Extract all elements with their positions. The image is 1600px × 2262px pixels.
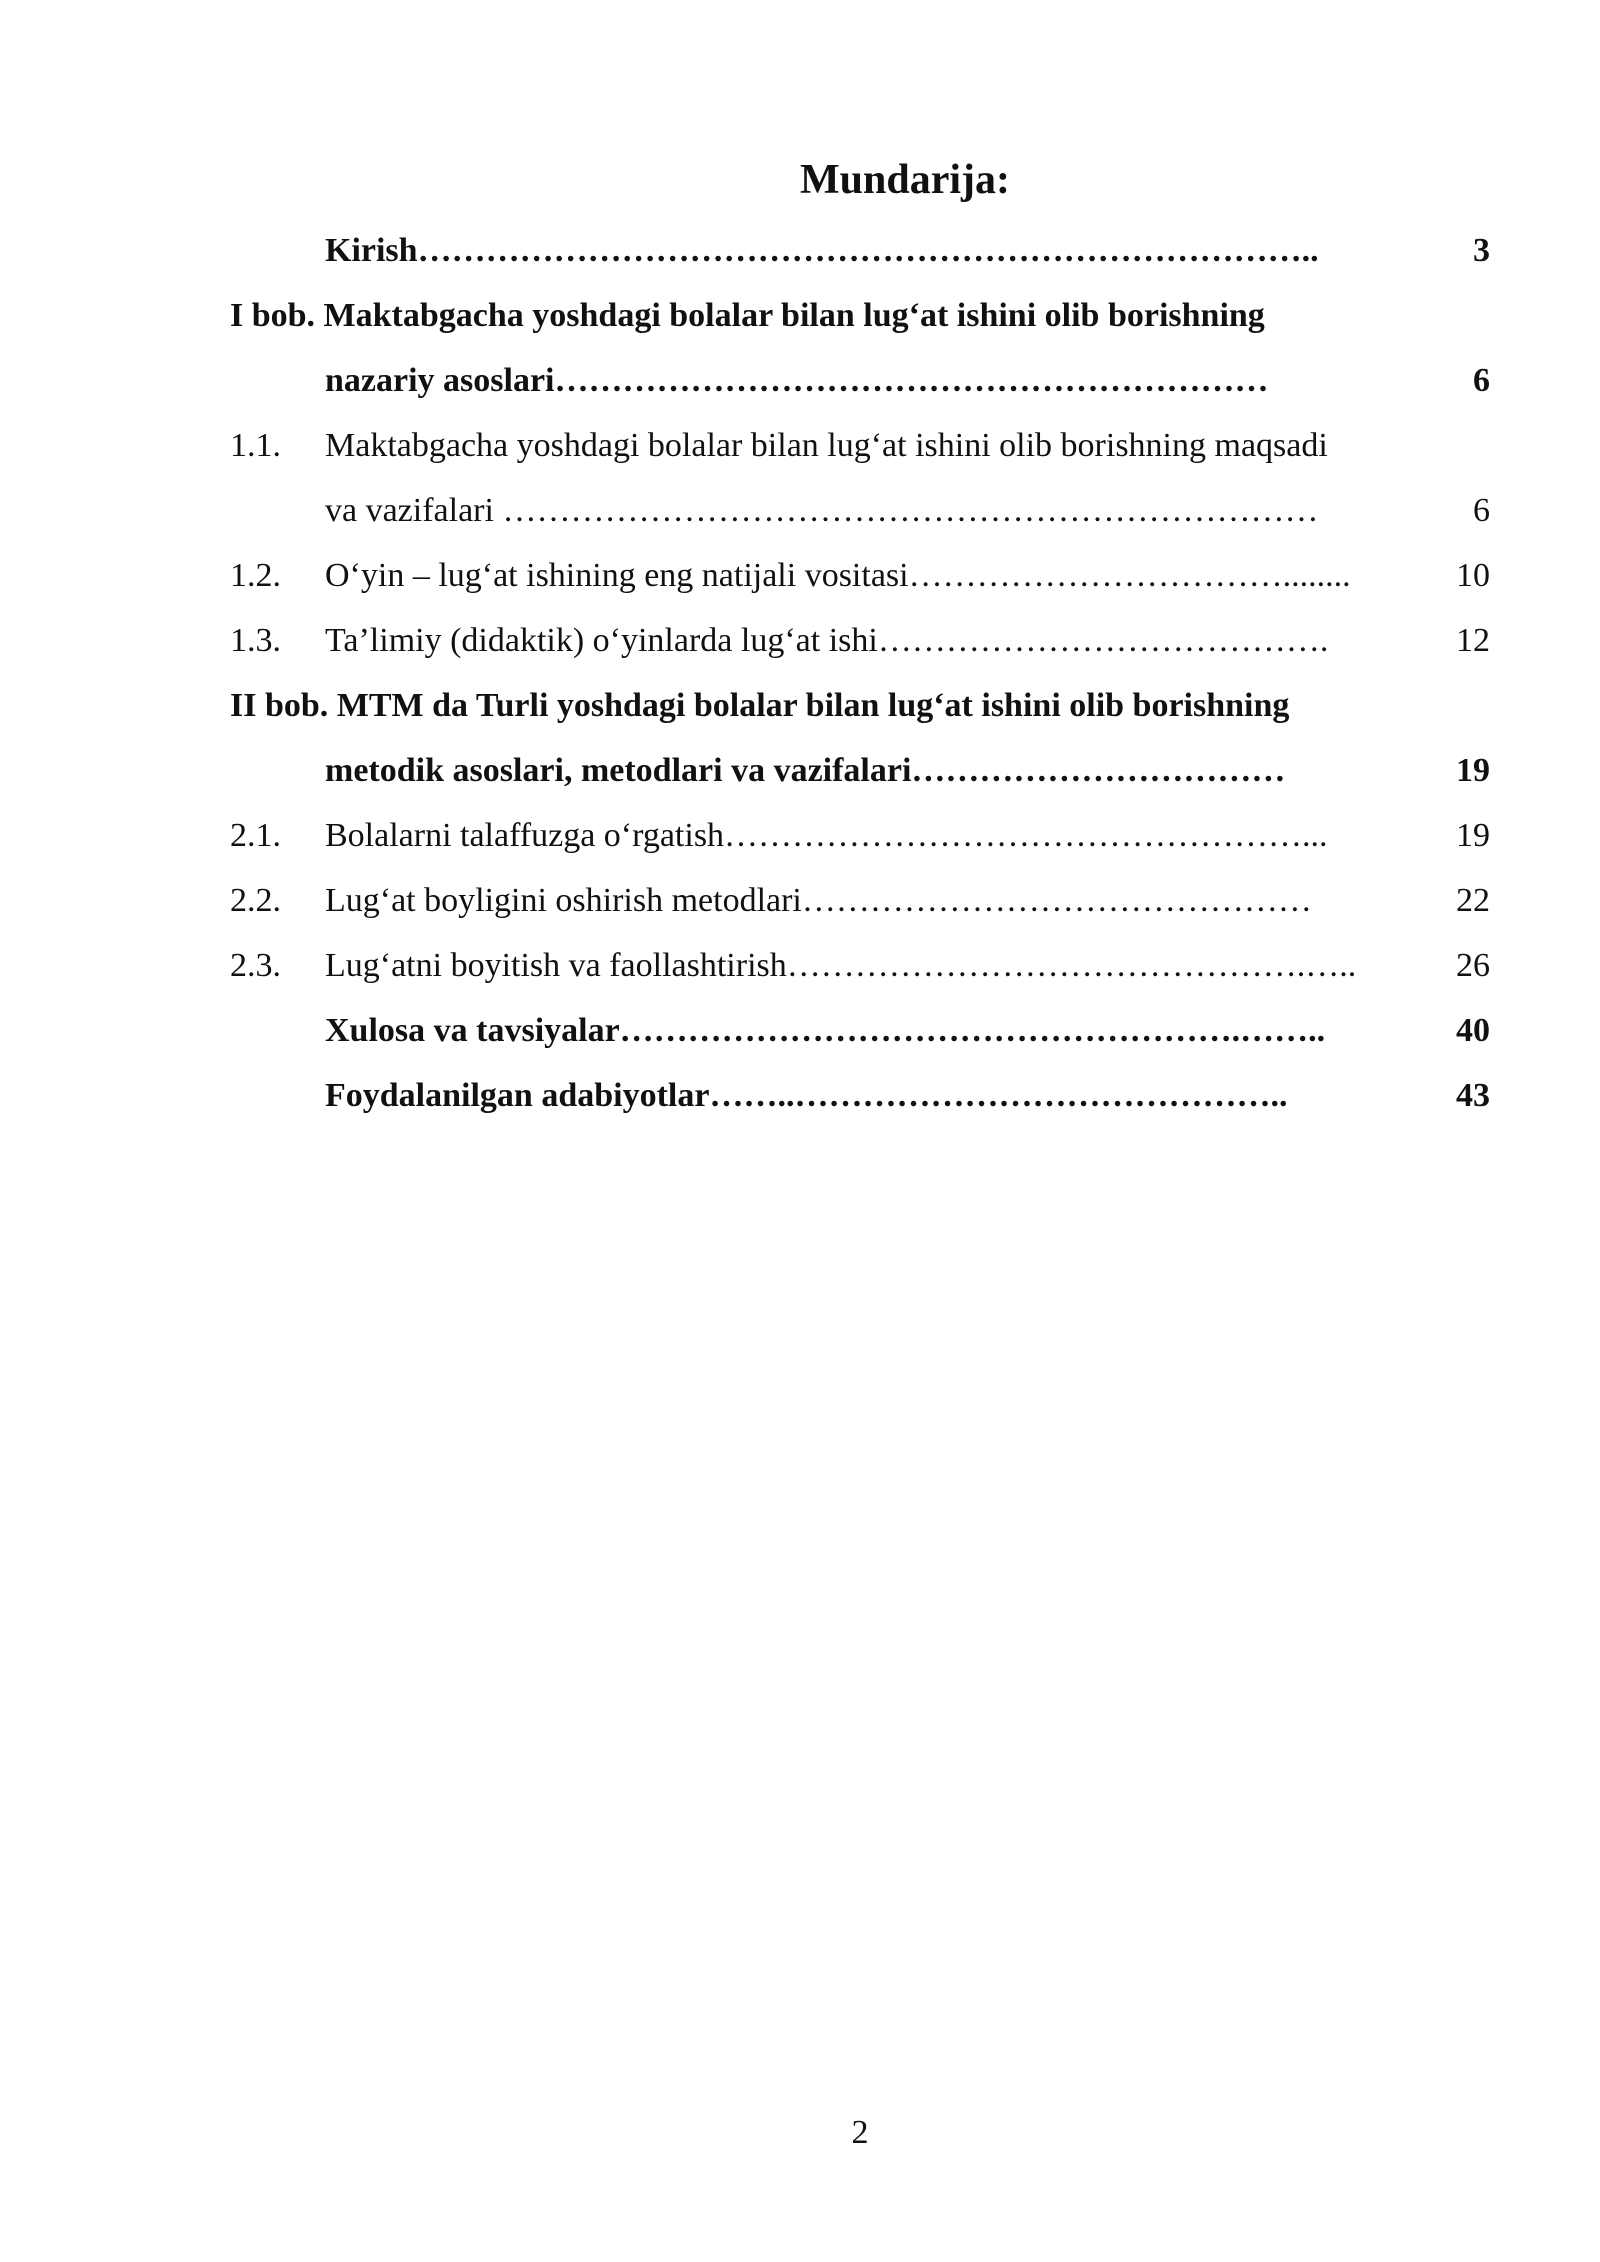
toc-entry-page: 6: [1473, 492, 1490, 529]
toc-entry-text: va vazifalari ………………………………………………………………: [325, 492, 1319, 529]
toc-entry-text: Bolalarni talaffuzga o‘rgatish……………………………………………...: [325, 817, 1328, 854]
toc-entry-page: 10: [1456, 557, 1490, 594]
toc-entry-text: Maktabgacha yoshdagi bolalar bilan lug‘at ishini olib borishning maqsadi: [325, 427, 1328, 464]
toc-entry-page: 22: [1456, 882, 1490, 919]
toc-entry-text: O‘yin – lug‘at ishining eng natijali vositasi……………………………........: [325, 557, 1351, 594]
toc-entry-number: 2.1.: [230, 817, 281, 854]
toc-entry: [230, 803, 1490, 868]
toc-entry-text: Ta’limiy (didaktik) o‘yinlarda lug‘at ishi………………………………….: [325, 622, 1329, 659]
toc-entry-page: 3: [1473, 232, 1490, 269]
toc-title: Mundarija:: [800, 157, 1010, 203]
toc-entry-page: 40: [1456, 1012, 1490, 1049]
toc-entry-text: Foydalanilgan adabiyotlar……..……………………………………..: [325, 1077, 1288, 1114]
page-number: 2: [851, 2114, 869, 2151]
toc-entry: [230, 348, 1490, 413]
toc-entry-text: metodik asoslari, metodlari va vazifalari……………………………: [325, 752, 1286, 789]
toc-entry-number: 2.3.: [230, 947, 281, 984]
toc-entry-number: 2.2.: [230, 882, 281, 919]
toc-entry: [230, 608, 1490, 673]
toc-entry: [230, 998, 1490, 1063]
toc-entry-page: 19: [1456, 752, 1490, 789]
toc-entry: [230, 673, 1490, 738]
table-of-contents: [230, 218, 1490, 1128]
toc-entry-number: 1.3.: [230, 622, 281, 659]
toc-entry-text: I bob. Maktabgacha yoshdagi bolalar bilan lug‘at ishini olib borishning: [230, 297, 1265, 334]
toc-entry-text: Lug‘at boyligini oshirish metodlari………………………………………: [325, 882, 1312, 919]
toc-entry-page: 19: [1456, 817, 1490, 854]
toc-entry-number: 1.2.: [230, 557, 281, 594]
toc-entry-page: 43: [1456, 1077, 1490, 1114]
toc-entry: [230, 413, 1490, 478]
toc-entry-number: 1.1.: [230, 427, 281, 464]
toc-entry: [230, 218, 1490, 283]
toc-entry-text: Kirish……………………………………………………………………..: [325, 232, 1319, 269]
toc-entry-page: 6: [1473, 362, 1490, 399]
toc-entry: [230, 933, 1490, 998]
toc-entry: [230, 283, 1490, 348]
toc-entry: [230, 1063, 1490, 1128]
toc-entry-text: nazariy asoslari………………………………………………………: [325, 362, 1269, 399]
toc-entry-text: Xulosa va tavsiyalar……………………………………………….……..: [325, 1012, 1326, 1049]
toc-entry: [230, 738, 1490, 803]
toc-entry: [230, 868, 1490, 933]
toc-entry-page: 26: [1456, 947, 1490, 984]
toc-entry: [230, 543, 1490, 608]
toc-entry-page: 12: [1456, 622, 1490, 659]
toc-entry-text: II bob. MTM da Turli yoshdagi bolalar bilan lug‘at ishini olib borishning: [230, 687, 1290, 724]
toc-entry: [230, 478, 1490, 543]
toc-entry-text: Lug‘atni boyitish va faollashtirish……………………………………….…..: [325, 947, 1357, 984]
